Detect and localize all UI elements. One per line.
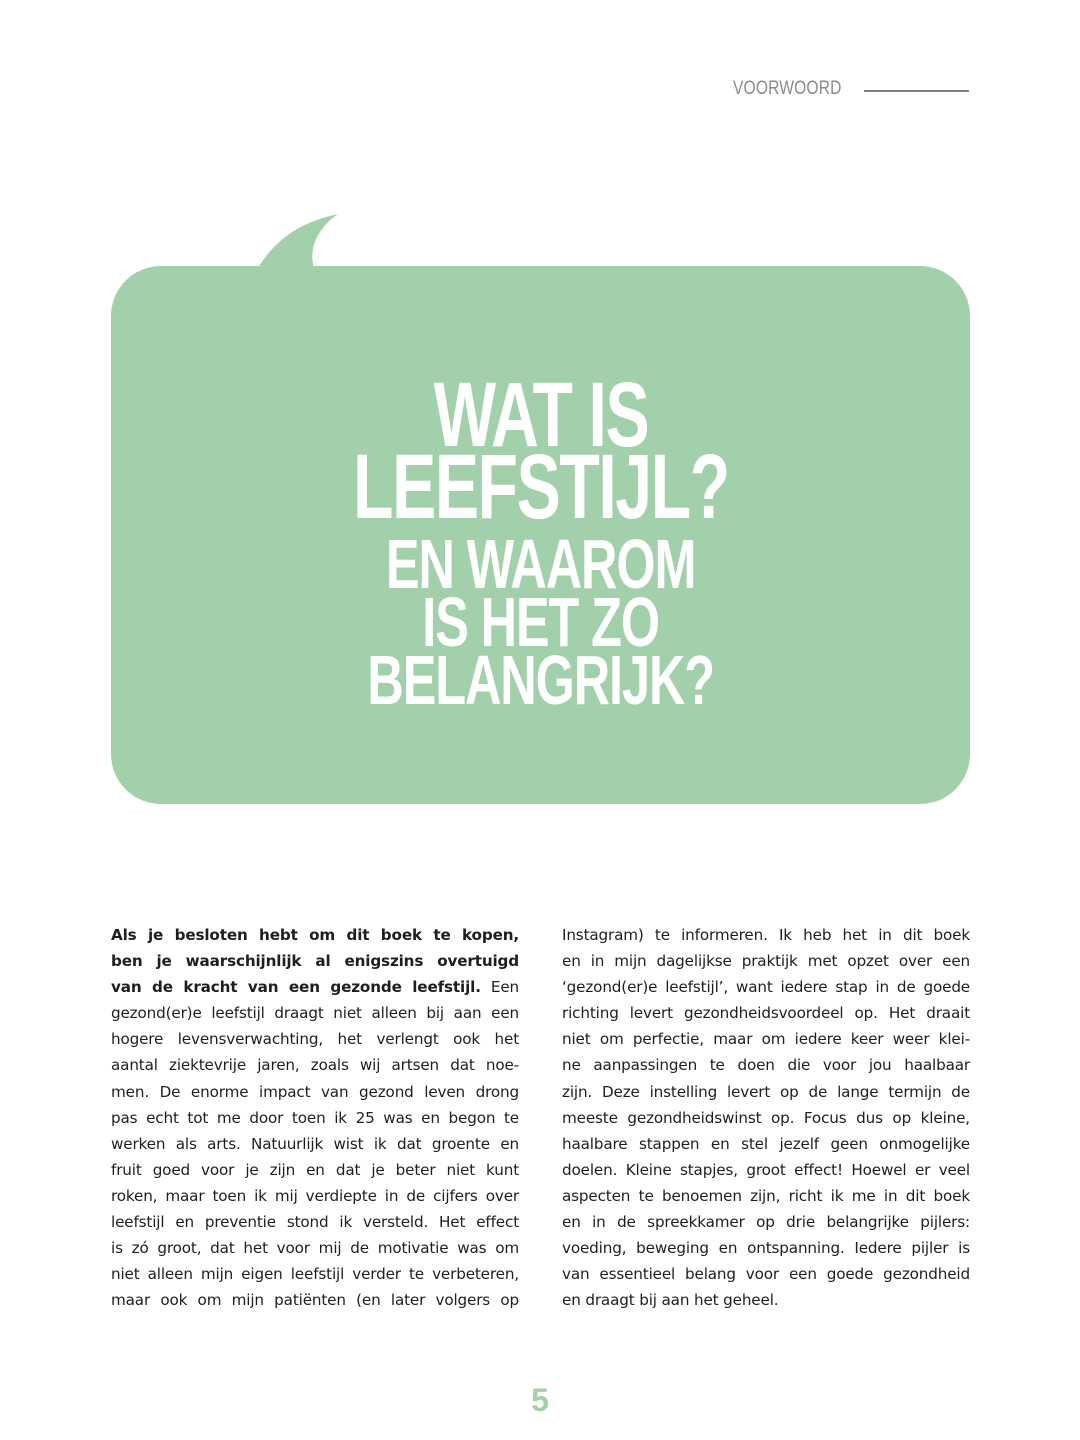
title-main [352, 364, 729, 538]
subtitle-line: IS HET ZO [422, 583, 659, 661]
text-line: maar ook om mijn patiënten (en later volgers op [111, 1291, 519, 1310]
text-line: ben je waarschijnlijk al enigszins overtuigd [111, 952, 519, 971]
text-line: ‘gezond(er)e leefstijl’, want iedere stap in de goede [562, 978, 970, 997]
title-line: LEEFSTIJL? [352, 436, 729, 538]
page-number: 5 [531, 1382, 549, 1418]
text-line: niet alleen mijn eigen leefstijl verder te verbeteren, [111, 1265, 519, 1284]
text-line: van de kracht van een gezonde leefstijl. Een [111, 978, 519, 997]
title-line: WAT IS [433, 364, 648, 466]
body-column-left [111, 922, 519, 1313]
text-line: ne aanpassingen te doen die voor jou haalbaar [562, 1056, 970, 1075]
text-line: van essentieel belang voor een goede gezondheid [562, 1265, 970, 1284]
text-line: fruit goed voor je zijn en dat je beter niet kunt [111, 1160, 519, 1179]
text-line: men. De enorme impact van gezond leven drong [111, 1082, 519, 1101]
text-line: is zó groot, dat het voor mij de motivatie was om [111, 1239, 519, 1258]
subtitle-line: EN WAAROM [385, 525, 696, 603]
text-line: aspecten te benoemen zijn, richt ik me in dit boek [562, 1186, 970, 1205]
text-line: doelen. Kleine stapjes, groot effect! Hoewel er veel [562, 1160, 970, 1179]
chapter-title [111, 266, 970, 804]
text-line: richting levert gezondheidsvoordeel op. Het draait [562, 1004, 970, 1023]
text-line: en draagt bij aan het geheel. [562, 1291, 779, 1310]
text-line: en in de spreekkamer op drie belangrijke pijlers: [562, 1213, 970, 1232]
body-column-right [562, 922, 970, 1313]
section-label: VOORWOORD [733, 78, 842, 99]
text-line: voeding, beweging en ontspanning. Iedere pijler is [562, 1239, 970, 1258]
text-line: en in mijn dagelijkse praktijk met opzet over een [562, 952, 970, 971]
speech-bubble-tail [258, 214, 338, 268]
text-line: Instagram) te informeren. Ik heb het in dit boek [562, 926, 970, 944]
text-line: haalbare stappen en stel jezelf geen onmogelijke [562, 1134, 970, 1153]
text-line: pas echt tot me door toen ik 25 was en begon te [111, 1108, 519, 1127]
text-line: niet om perfectie, maar om iedere keer weer klei- [562, 1030, 970, 1049]
text-line: leefstijl en preventie stond ik versteld. Het effect [111, 1213, 519, 1232]
title-subtitle [367, 525, 714, 719]
text-line: hogere levensverwachting, het verlengt ook het [111, 1030, 519, 1049]
text-line: gezond(er)e leefstijl draagt niet alleen bij aan een [111, 1004, 519, 1023]
text-line: zijn. Deze instelling levert op de lange termijn de [562, 1082, 970, 1101]
subtitle-line: BELANGRIJK? [367, 641, 714, 719]
text-line: aantal ziektevrije jaren, zoals wij artsen dat noe- [111, 1056, 519, 1075]
text-line: roken, maar toen ik mij verdiepte in de cijfers over [111, 1186, 519, 1205]
text-line: werken als arts. Natuurlijk wist ik dat groente en [111, 1134, 519, 1153]
text-line: Als je besloten hebt om dit boek te kopen, [111, 926, 519, 944]
text-line: meeste gezondheidswinst op. Focus dus op kleine, [562, 1108, 970, 1127]
